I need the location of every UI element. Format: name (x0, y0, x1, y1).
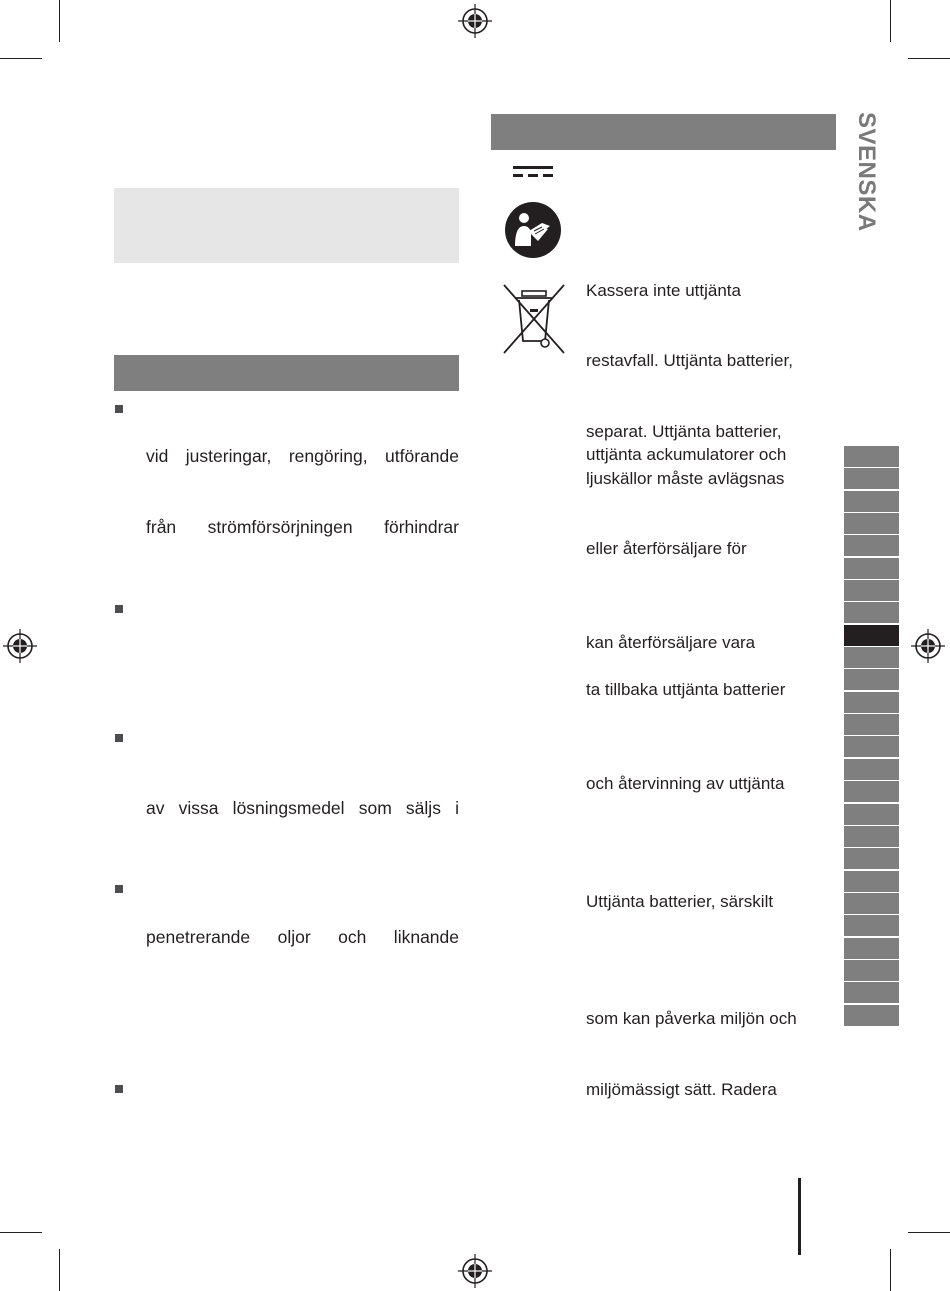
section-header-bar (114, 355, 459, 391)
language-index-tab (844, 446, 899, 467)
language-index-tab (844, 714, 899, 735)
crop-mark (890, 0, 891, 42)
crop-mark (908, 58, 950, 59)
bullet-marker (115, 1085, 123, 1093)
paragraph-line: Kassera inte uttjänta (586, 281, 741, 300)
paragraph-line: från strömförsörjningen förhindrar (146, 517, 459, 537)
registration-mark-icon (458, 4, 492, 38)
info-box (114, 188, 459, 263)
read-manual-icon (504, 201, 562, 259)
dc-current-icon (513, 165, 553, 179)
language-index-tab (844, 759, 899, 780)
language-index-tab (844, 871, 899, 892)
language-index-tabs (844, 446, 899, 1027)
language-index-tab (844, 602, 899, 623)
language-index-tab (844, 468, 899, 489)
paragraph-line: kan återförsäljare vara (586, 633, 756, 652)
bullet-marker (115, 605, 123, 613)
paragraph-line: Uttjänta batterier, särskilt (586, 892, 774, 911)
language-index-tab (844, 826, 899, 847)
language-index-tab (844, 893, 899, 914)
registration-mark-icon (911, 629, 945, 663)
bullet-marker (115, 405, 123, 413)
section-header-bar (491, 114, 836, 150)
registration-mark-icon (458, 1254, 492, 1288)
language-index-tab (844, 938, 899, 959)
language-index-tab (844, 513, 899, 534)
paragraph-line: miljömässigt sätt. Radera (586, 1080, 777, 1099)
paragraph-line: och återvinning av uttjänta (586, 774, 785, 793)
language-index-tab (844, 647, 899, 668)
paragraph-line: separat. Uttjänta batterier, (586, 422, 782, 441)
crossed-out-wheelie-bin-icon (500, 281, 568, 357)
paragraph-line: vid justeringar, rengöring, utförande (146, 446, 459, 466)
language-index-tab (844, 736, 899, 757)
paragraph-line: penetrerande oljor och liknande (146, 927, 459, 947)
paragraph-line: ljuskällor måste avlägsnas (586, 469, 785, 488)
language-index-tab-active (844, 625, 899, 646)
crop-mark (0, 58, 42, 59)
language-index-tab (844, 558, 899, 579)
language-index-tab (844, 1005, 899, 1026)
language-index-tab (844, 692, 899, 713)
language-index-tab (844, 960, 899, 981)
language-index-tab (844, 915, 899, 936)
registration-mark-icon (3, 629, 37, 663)
language-index-tab (844, 491, 899, 512)
bullet-marker (115, 885, 123, 893)
paragraph-line: av vissa lösningsmedel som säljs i (146, 798, 459, 818)
language-index-tab (844, 781, 899, 802)
language-label: SVENSKA (853, 112, 880, 232)
paragraph-line: uttjänta ackumulatorer och (586, 445, 787, 464)
crop-mark (908, 1232, 950, 1233)
paragraph-line: som kan påverka miljön och (586, 1009, 797, 1028)
bullet-marker (115, 734, 123, 742)
paragraph-line: ta tillbaka uttjänta batterier (586, 680, 786, 699)
crop-mark (59, 1249, 60, 1291)
language-index-tab (844, 535, 899, 556)
crop-mark (59, 0, 60, 42)
language-index-tab (844, 848, 899, 869)
language-index-tab (844, 982, 899, 1003)
crop-mark (0, 1232, 42, 1233)
language-index-tab (844, 580, 899, 601)
language-index-tab (844, 804, 899, 825)
crop-mark (890, 1249, 891, 1291)
page-number-rule (798, 1178, 801, 1255)
paragraph-line: restavfall. Uttjänta batterier, (586, 351, 793, 370)
paragraph-line: eller återförsäljare för (586, 539, 747, 558)
language-index-tab (844, 669, 899, 690)
